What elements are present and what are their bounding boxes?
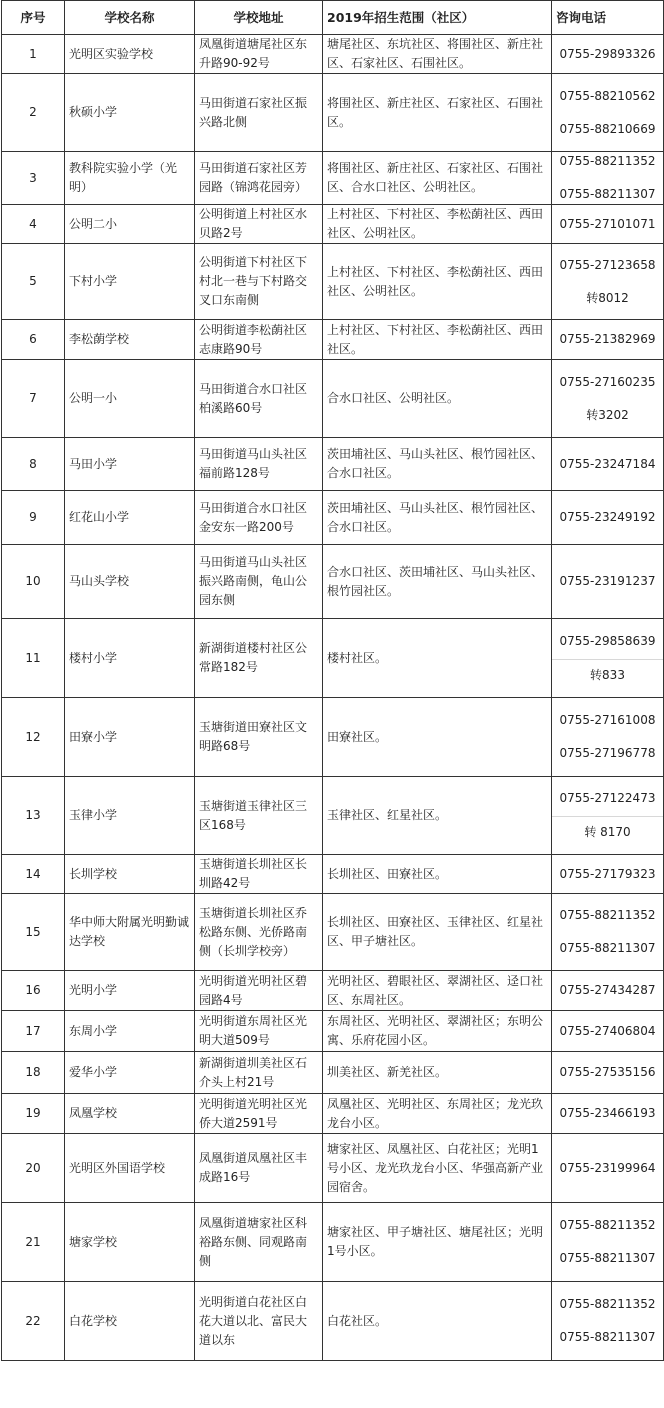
table-row <box>2 855 664 894</box>
table-row <box>2 1011 664 1052</box>
table-row <box>2 698 664 777</box>
phone-number: 0755-23249192 <box>559 510 656 524</box>
school-name: 教科院实验小学（光明） <box>65 152 195 205</box>
table-row <box>2 438 664 491</box>
enrollment-range: 将围社区、新庄社区、石家社区、石围社区、合水口社区、公明社区。 <box>323 152 552 205</box>
school-address: 马田街道马山头社区振兴路南侧，龟山公园东侧 <box>195 545 323 619</box>
phone-cell <box>552 894 664 971</box>
phone-number: 0755-88211352 <box>559 908 656 922</box>
enrollment-range: 长圳社区、田寮社区、玉律社区、红星社区、甲子塘社区。 <box>323 894 552 971</box>
header-index: 序号 <box>2 1 65 35</box>
header-school-name: 学校名称 <box>65 1 195 35</box>
phone-cell <box>552 1203 664 1282</box>
school-name: 爱华小学 <box>65 1052 195 1094</box>
phone-cell <box>552 1094 664 1134</box>
table-row <box>2 777 664 855</box>
row-index: 15 <box>2 894 65 971</box>
phone-cell <box>552 1134 664 1203</box>
table-row <box>2 1052 664 1094</box>
table-row <box>2 619 664 698</box>
phone-number: 0755-27123658 <box>559 257 656 272</box>
phone-cell <box>552 545 664 619</box>
phone-cell <box>552 491 664 545</box>
table-row <box>2 320 664 360</box>
phone-cell <box>552 971 664 1011</box>
phone-number: 0755-23247184 <box>559 456 656 471</box>
school-address: 光明街道白花社区白花大道以北、富民大道以东 <box>195 1282 323 1361</box>
phone-number: 0755-27535156 <box>559 1065 656 1079</box>
school-address: 公明街道上村社区水贝路2号 <box>195 205 323 244</box>
table-row <box>2 205 664 244</box>
table-row <box>2 152 664 205</box>
school-name: 李松蓢学校 <box>65 320 195 360</box>
row-index: 13 <box>2 777 65 855</box>
row-index: 6 <box>2 320 65 360</box>
school-name: 下村小学 <box>65 244 195 320</box>
row-index: 18 <box>2 1052 65 1094</box>
row-index: 20 <box>2 1134 65 1203</box>
row-index: 17 <box>2 1011 65 1052</box>
row-index: 4 <box>2 205 65 244</box>
school-name: 华中师大附属光明勤诚达学校 <box>65 894 195 971</box>
phone-cell <box>552 152 664 205</box>
table-row <box>2 244 664 320</box>
phone-number: 转8012 <box>586 290 629 305</box>
school-name: 光明小学 <box>65 971 195 1011</box>
phone-cell <box>552 35 664 74</box>
enrollment-range: 凤凰社区、光明社区、东周社区；龙光玖龙台小区。 <box>323 1094 552 1134</box>
enrollment-range: 玉律社区、红星社区。 <box>323 777 552 855</box>
row-index: 14 <box>2 855 65 894</box>
phone-cell <box>552 205 664 244</box>
table-body <box>2 35 664 1361</box>
school-address: 公明街道下村社区下村北一巷与下村路交叉口东南侧 <box>195 244 323 320</box>
school-address: 玉塘街道玉律社区三区168号 <box>195 777 323 855</box>
school-name: 玉律小学 <box>65 777 195 855</box>
school-name: 马山头学校 <box>65 545 195 619</box>
phone-number: 0755-88210669 <box>559 121 656 136</box>
table-row <box>2 971 664 1011</box>
school-address: 公明街道李松蓢社区志康路90号 <box>195 320 323 360</box>
phone-number: 0755-88211352 <box>559 1218 656 1232</box>
phone-number: 0755-27179323 <box>559 866 656 881</box>
table-row <box>2 491 664 545</box>
header-enrollment-range: 2019年招生范围（社区） <box>323 1 552 35</box>
school-enrollment-table <box>1 0 664 1361</box>
school-address: 光明街道光明社区光侨大道2591号 <box>195 1094 323 1134</box>
table-row <box>2 1134 664 1203</box>
header-school-address: 学校地址 <box>195 1 323 35</box>
phone-number: 0755-88211352 <box>559 154 656 168</box>
enrollment-range: 塘家社区、凤凰社区、白花社区；光明1号小区、龙光玖龙台小区、华强高新产业园宿舍。 <box>323 1134 552 1203</box>
enrollment-range: 合水口社区、茨田埔社区、马山头社区、根竹园社区。 <box>323 545 552 619</box>
school-address: 新湖街道楼村社区公常路182号 <box>195 619 323 698</box>
enrollment-range: 塘家社区、甲子塘社区、塘尾社区；光明1号小区。 <box>323 1203 552 1282</box>
school-address: 马田街道合水口社区金安东一路200号 <box>195 491 323 545</box>
school-name: 长圳学校 <box>65 855 195 894</box>
school-name: 秋硕小学 <box>65 74 195 152</box>
phone-number: 0755-29893326 <box>559 46 656 61</box>
table-row <box>2 360 664 438</box>
phone-number: 转 8170 <box>552 816 663 842</box>
phone-number: 转833 <box>552 659 663 685</box>
row-index: 9 <box>2 491 65 545</box>
row-index: 8 <box>2 438 65 491</box>
phone-number: 0755-88211352 <box>559 1297 656 1311</box>
row-index: 3 <box>2 152 65 205</box>
table-row <box>2 1282 664 1361</box>
phone-cell <box>552 855 664 894</box>
phone-cell <box>552 698 664 777</box>
school-name: 塘家学校 <box>65 1203 195 1282</box>
phone-number: 0755-23191237 <box>559 574 656 588</box>
school-name: 光明区外国语学校 <box>65 1134 195 1203</box>
enrollment-range: 长圳社区、田寮社区。 <box>323 855 552 894</box>
table-row <box>2 1203 664 1282</box>
school-address: 玉塘街道长圳社区乔松路东侧、光侨路南侧（长圳学校旁） <box>195 894 323 971</box>
phone-cell <box>552 1052 664 1094</box>
enrollment-range: 楼村社区。 <box>323 619 552 698</box>
school-name: 公明二小 <box>65 205 195 244</box>
phone-cell <box>552 360 664 438</box>
phone-number: 0755-27434287 <box>559 983 656 997</box>
school-name: 马田小学 <box>65 438 195 491</box>
enrollment-range: 上村社区、下村社区、李松蓢社区、西田社区、公明社区。 <box>323 244 552 320</box>
row-index: 19 <box>2 1094 65 1134</box>
enrollment-range: 白花社区。 <box>323 1282 552 1361</box>
school-name: 公明一小 <box>65 360 195 438</box>
phone-cell <box>552 438 664 491</box>
row-index: 12 <box>2 698 65 777</box>
row-index: 11 <box>2 619 65 698</box>
school-address: 凤凰街道塘尾社区东升路90-92号 <box>195 35 323 74</box>
enrollment-range: 茨田埔社区、马山头社区、根竹园社区、合水口社区。 <box>323 438 552 491</box>
table-row <box>2 1094 664 1134</box>
school-address: 马田街道石家社区振兴路北侧 <box>195 74 323 152</box>
school-name: 凤凰学校 <box>65 1094 195 1134</box>
phone-number: 0755-88211307 <box>559 941 656 955</box>
enrollment-range: 将围社区、新庄社区、石家社区、石围社区。 <box>323 74 552 152</box>
school-address: 马田街道马山头社区福前路128号 <box>195 438 323 491</box>
phone-number: 0755-27160235 <box>559 374 656 389</box>
phone-number: 0755-27161008 <box>559 713 656 727</box>
enrollment-range: 塘尾社区、东坑社区、将围社区、新庄社区、石家社区、石围社区。 <box>323 35 552 74</box>
table-row <box>2 894 664 971</box>
enrollment-range: 茨田埔社区、马山头社区、根竹园社区、合水口社区。 <box>323 491 552 545</box>
phone-number: 0755-21382969 <box>559 332 656 346</box>
header-phone: 咨询电话 <box>552 1 664 35</box>
school-address: 凤凰街道塘家社区科裕路东侧、同观路南侧 <box>195 1203 323 1282</box>
school-name: 田寮小学 <box>65 698 195 777</box>
row-index: 21 <box>2 1203 65 1282</box>
school-name: 东周小学 <box>65 1011 195 1052</box>
school-name: 白花学校 <box>65 1282 195 1361</box>
school-address: 马田街道石家社区芳园路（锦鸿花园旁） <box>195 152 323 205</box>
phone-cell <box>552 244 664 320</box>
school-address: 玉塘街道田寮社区文明路68号 <box>195 698 323 777</box>
row-index: 22 <box>2 1282 65 1361</box>
school-address: 马田街道合水口社区柏溪路60号 <box>195 360 323 438</box>
phone-cell <box>552 1282 664 1361</box>
phone-number: 0755-88211307 <box>559 1330 656 1344</box>
school-address: 新湖街道圳美社区石介头上村21号 <box>195 1052 323 1094</box>
phone-number: 0755-27101071 <box>559 216 656 231</box>
phone-number: 0755-88210562 <box>559 88 656 103</box>
phone-cell <box>552 74 664 152</box>
table-row <box>2 74 664 152</box>
school-address: 玉塘街道长圳社区长圳路42号 <box>195 855 323 894</box>
enrollment-range: 圳美社区、新羌社区。 <box>323 1052 552 1094</box>
enrollment-range: 合水口社区、公明社区。 <box>323 360 552 438</box>
phone-cell <box>552 777 664 855</box>
phone-number: 0755-29858639 <box>559 633 656 648</box>
phone-number: 0755-23199964 <box>559 1160 656 1175</box>
phone-number: 0755-23466193 <box>559 1106 656 1120</box>
phone-cell <box>552 320 664 360</box>
row-index: 1 <box>2 35 65 74</box>
enrollment-range: 上村社区、下村社区、李松蓢社区、西田社区。 <box>323 320 552 360</box>
phone-cell <box>552 619 664 698</box>
school-name: 光明区实验学校 <box>65 35 195 74</box>
table-row <box>2 35 664 74</box>
table-header-row <box>2 1 664 35</box>
enrollment-range: 东周社区、光明社区、翠湖社区；东明公寓、乐府花园小区。 <box>323 1011 552 1052</box>
row-index: 2 <box>2 74 65 152</box>
school-address: 光明街道东周社区光明大道509号 <box>195 1011 323 1052</box>
table-row <box>2 545 664 619</box>
phone-number: 0755-27196778 <box>559 746 656 760</box>
phone-cell <box>552 1011 664 1052</box>
row-index: 16 <box>2 971 65 1011</box>
row-index: 7 <box>2 360 65 438</box>
row-index: 5 <box>2 244 65 320</box>
phone-number: 0755-27122473 <box>559 791 656 805</box>
enrollment-range: 光明社区、碧眼社区、翠湖社区、迳口社区、东周社区。 <box>323 971 552 1011</box>
school-address: 光明街道光明社区碧园路4号 <box>195 971 323 1011</box>
phone-number: 0755-88211307 <box>559 187 656 201</box>
enrollment-range: 田寮社区。 <box>323 698 552 777</box>
school-name: 楼村小学 <box>65 619 195 698</box>
phone-number: 转3202 <box>586 407 629 422</box>
school-address: 凤凰街道凤凰社区丰成路16号 <box>195 1134 323 1203</box>
school-name: 红花山小学 <box>65 491 195 545</box>
phone-number: 0755-27406804 <box>559 1023 656 1038</box>
row-index: 10 <box>2 545 65 619</box>
enrollment-range: 上村社区、下村社区、李松蓢社区、西田社区、公明社区。 <box>323 205 552 244</box>
phone-number: 0755-88211307 <box>559 1251 656 1265</box>
